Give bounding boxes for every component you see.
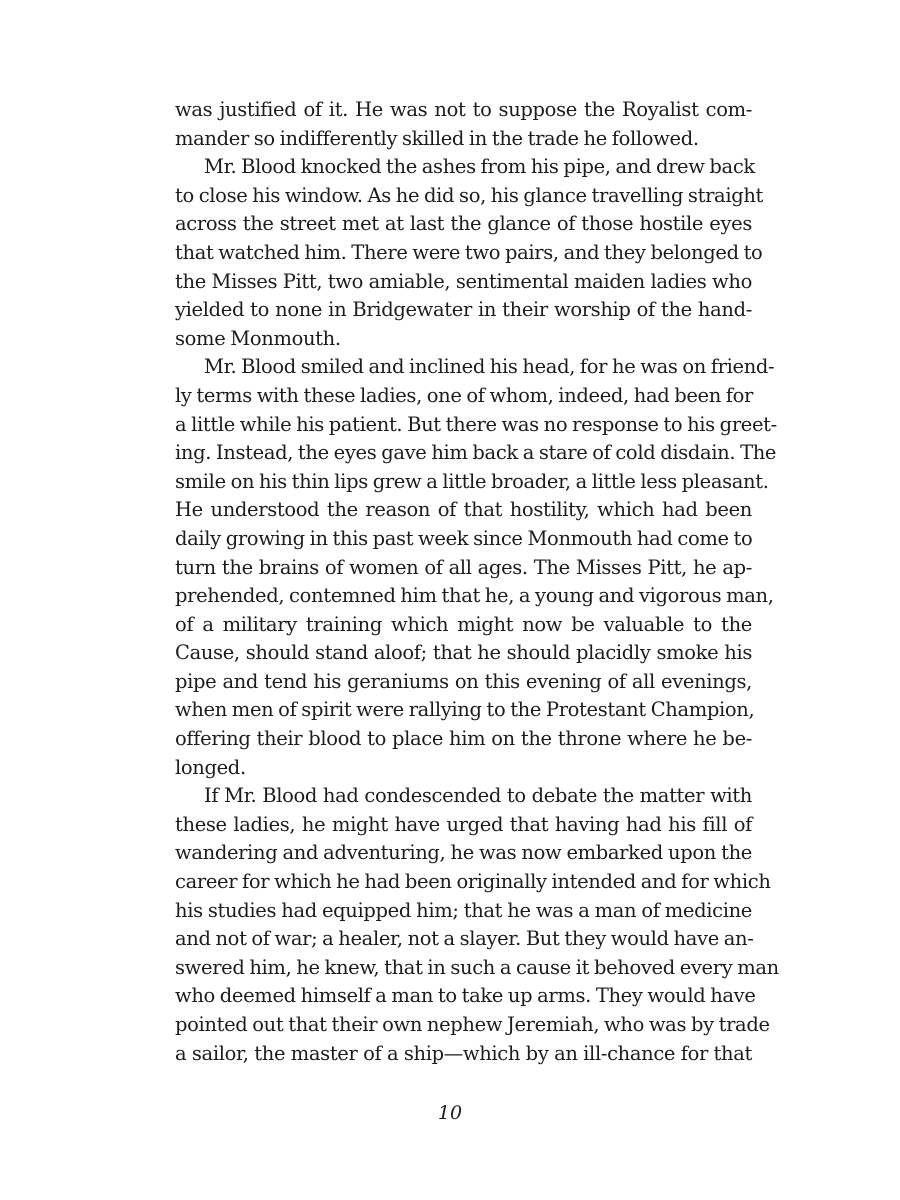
text-line: when men of spirit were rallying to the Protestant Champion,	[175, 698, 755, 722]
text-line: Mr. Blood smiled and inclined his head, for he was on friend-	[204, 355, 775, 379]
text-line: was justified of it. He was not to suppose the Royalist com-	[175, 98, 752, 121]
text-line: ing. Instead, the eyes gave him back a stare of cold disdain. The	[175, 441, 777, 465]
text-line: pointed out that their own nephew Jeremiah, who was by trade	[175, 1013, 770, 1036]
text-line: Cause, should stand aloof; that he should placidly smoke his	[175, 641, 752, 665]
text-line: that watched him. There were two pairs, and they belonged to	[175, 240, 763, 264]
text-line: these ladies, he might have urged that having had his fill of	[175, 812, 752, 836]
text-line: a sailor, the master of a ship—which by an ill-chance for that	[175, 1041, 752, 1065]
text-line: daily growing in this past week since Monmouth had come to	[175, 526, 753, 550]
text-line: swered him, he knew, that in such a cause it behoved every man	[175, 955, 779, 979]
text-line: Mr. Blood knocked the ashes from his pipe, and drew back	[204, 155, 755, 179]
text-line: the Misses Pitt, two amiable, sentimental maiden ladies who	[175, 269, 752, 293]
page-number: 10	[437, 1102, 463, 1124]
text-line: If Mr. Blood had condescended to debate the matter with	[204, 784, 752, 808]
text-line: He understood the reason of that hostility, which had been	[175, 498, 752, 522]
text-line: turn the brains of women of all ages. The Misses Pitt, he ap-	[175, 555, 752, 579]
text-line: across the street met at last the glance of those hostile eyes	[175, 212, 752, 236]
text-line: mander so indifferently skilled in the trade he followed.	[175, 126, 699, 150]
body-text	[175, 96, 779, 1068]
text-line: pipe and tend his geraniums on this evening of all evenings,	[175, 669, 752, 693]
text-line: some Monmouth.	[175, 326, 341, 350]
text-line: of a military training which might now be valuable to the	[175, 612, 752, 636]
text-line: who deemed himself a man to take up arms. They would have	[175, 984, 756, 1008]
text-line: a little while his patient. But there was no response to his greet-	[175, 412, 777, 436]
text-line: and not of war; a healer, not a slayer. But they would have an-	[175, 927, 754, 951]
text-line: offering their blood to place him on the throne where he be-	[175, 727, 752, 751]
text-line: yielded to none in Bridgewater in their worship of the hand-	[175, 298, 752, 322]
text-line: smile on his thin lips grew a little broader, a little less pleasant.	[175, 469, 769, 493]
text-line: prehended, contemned him that he, a young and vigorous man,	[175, 584, 774, 608]
text-line: to close his window. As he did so, his glance travelling straight	[175, 183, 764, 207]
text-line: career for which he had been originally intended and for which	[175, 870, 771, 894]
text-line: ly terms with these ladies, one of whom, indeed, had been for	[175, 383, 753, 407]
text-line: wandering and adventuring, he was now embarked upon the	[175, 841, 752, 865]
text-line: longed.	[175, 755, 246, 779]
text-line: his studies had equipped him; that he was a man of medicine	[175, 898, 752, 922]
